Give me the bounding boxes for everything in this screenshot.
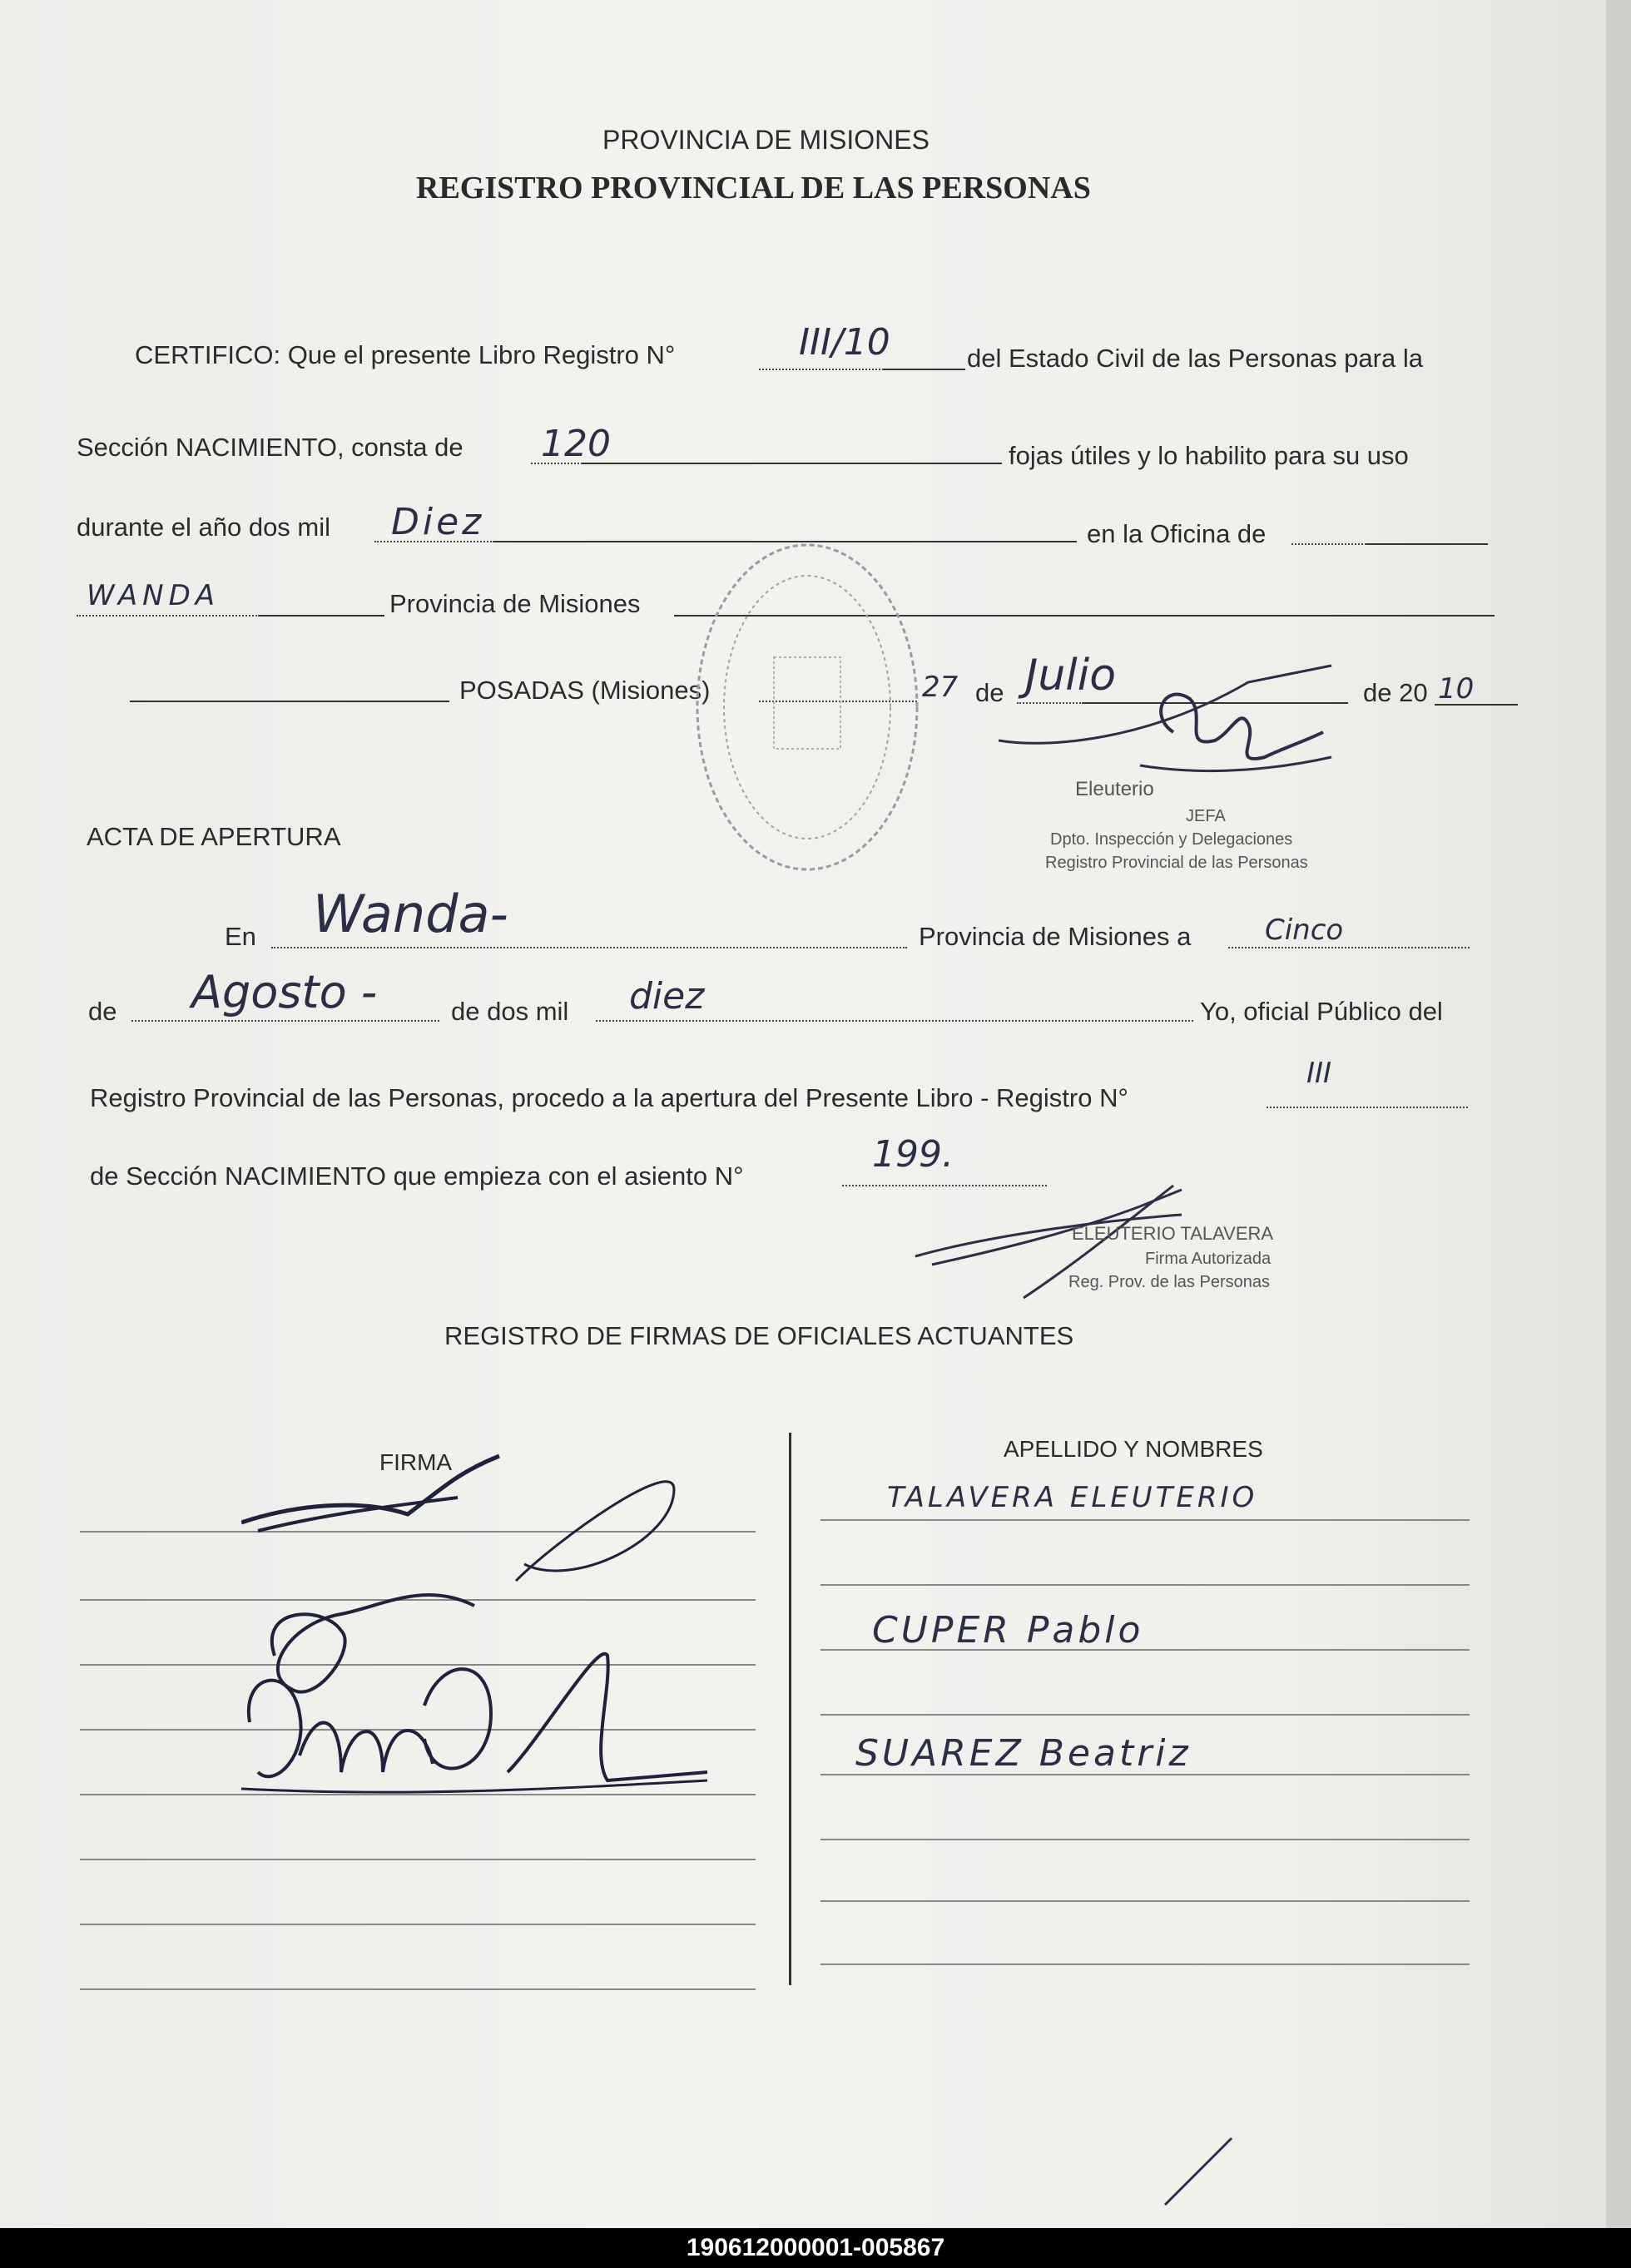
acta-de-label: de [88,997,117,1026]
acta-province-label: Provincia de Misiones a [919,922,1192,951]
province-heading: PROVINCIA DE MISIONES [602,125,930,155]
registry-heading: REGISTRO PROVINCIAL DE LAS PERSONAS [416,171,1091,206]
acta-book: III [1306,1057,1332,1090]
cert-year-text: Diez [391,501,485,543]
stamp-role: JEFA [1186,807,1226,825]
col-firma-header: FIRMA [379,1449,453,1475]
signatory-name-2: CUPER Pablo [872,1609,1144,1651]
cert-month: Julio [1025,651,1117,701]
slash-mark-icon [1157,2130,1240,2213]
acta-officer-label: Yo, oficial Público del [1200,997,1443,1026]
officer-role: Firma Autorizada [1145,1250,1272,1268]
cert-day: 27 [922,671,959,704]
register-signatures-icon [241,1439,707,1839]
officer-org: Reg. Prov. de las Personas [1068,1273,1270,1291]
stamp-dept: Dpto. Inspección y Delegaciones [1050,830,1293,849]
stamp-org: Registro Provincial de las Personas [1045,854,1308,872]
cert-office: WANDA [87,579,221,612]
signatures-title: REGISTRO DE FIRMAS DE OFICIALES ACTUANTES [444,1321,1074,1350]
cert-line2-prefix: Sección NACIMIENTO, consta de [77,433,464,462]
cert-line2-suffix: fojas útiles y lo habilito para su uso [1009,441,1409,470]
acta-month: Agosto - [191,966,378,1018]
page-edge [1606,0,1631,2228]
cert-line4-suffix: Provincia de Misiones [389,589,641,618]
acta-title: ACTA DE APERTURA [87,822,341,851]
certifier-signature-icon [982,649,1365,849]
acta-place: Wanda- [313,884,508,944]
cert-de2: de 20 [1363,678,1428,707]
acta-year-label: de dos mil [451,997,569,1026]
cert-city: POSADAS (Misiones) [459,676,711,705]
document-code: 190612000001-005867 [0,2228,1631,2268]
cert-line3-suffix: en la Oficina de [1087,519,1267,548]
acta-year: diez [629,975,705,1018]
acta-line4-prefix: de Sección NACIMIENTO que empieza con el asiento N° [90,1161,744,1191]
acta-entry: 199. [872,1133,954,1176]
cert-line1-prefix: CERTIFICO: Que el presente Libro Registro N° [135,340,676,369]
round-seal-icon [682,532,932,882]
signatory-name-3: SUAREZ Beatriz [855,1732,1192,1775]
cert-line1-suffix: del Estado Civil de las Personas para la [967,344,1423,373]
cert-line3-prefix: durante el año dos mil [77,513,331,542]
cert-book-number: III/10 [799,321,890,364]
cert-year-suffix: 10 [1438,672,1475,706]
officer-name: ELEUTERIO TALAVERA [1072,1223,1274,1244]
acta-line3: Registro Provincial de las Personas, procedo a la apertura del Presente Libro - Registro N° [90,1083,1128,1112]
acta-day: Cinco [1265,914,1344,947]
col-names-header: APELLIDO Y NOMBRES [1004,1436,1263,1462]
stamp-name: Eleuterio [1075,778,1154,800]
signatory-name-1: TALAVERA ELEUTERIO [887,1481,1258,1514]
cert-de1: de [975,678,1004,707]
acta-en-label: En [225,922,256,951]
cert-folios: 120 [541,423,611,465]
